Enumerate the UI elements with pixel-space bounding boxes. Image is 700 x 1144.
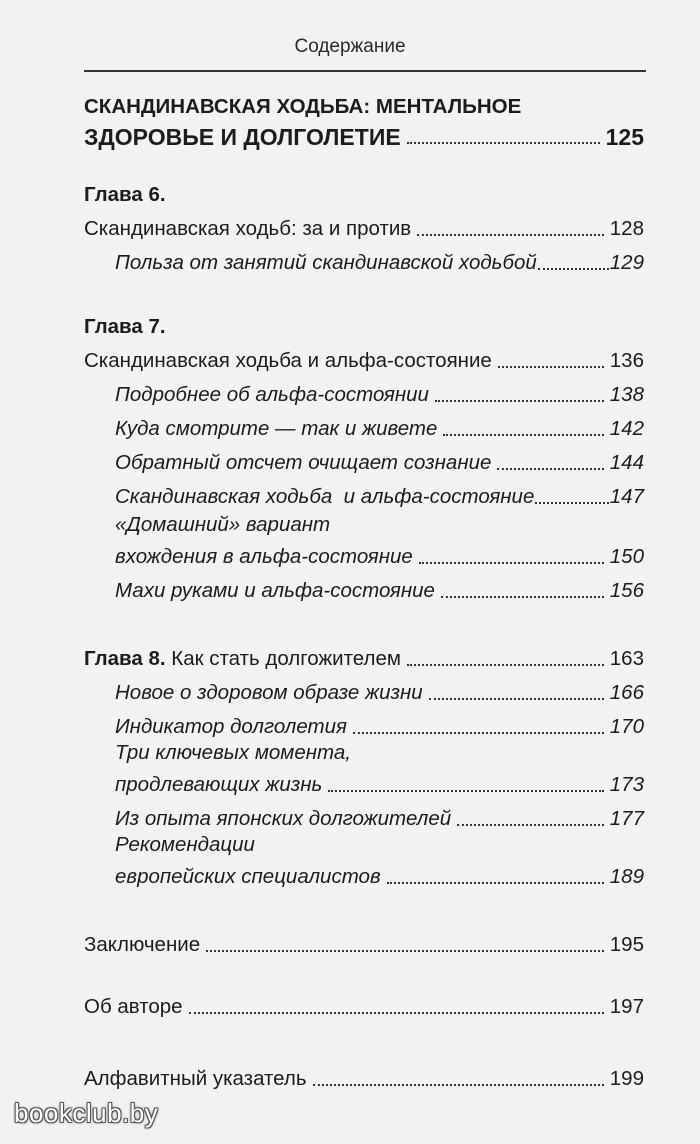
page-number: 136: [609, 349, 644, 372]
entry-title: Обратный отсчет очищает сознание: [115, 451, 492, 474]
section-title-entry: [84, 120, 644, 150]
toc-subentry: [115, 412, 644, 442]
entry-title: европейских специалистов: [115, 865, 381, 888]
entry-title: Куда смотрите — так и живете: [115, 417, 438, 440]
watermark: bookclub.by: [14, 1098, 159, 1128]
chapter-6-heading: Глава 6.: [84, 183, 166, 206]
entry-title: Скандинавская ходьба и альфа-состояние: [84, 349, 492, 372]
section-title-line1: СКАНДИНАВСКАЯ ХОДЬБА: МЕНТАЛЬНОЕ: [84, 95, 522, 118]
entry-title: Об авторе: [84, 995, 183, 1018]
toc-subentry: [115, 378, 644, 408]
page-number: 128: [609, 217, 644, 240]
leader-dots: [441, 596, 604, 598]
toc-subentry: [115, 480, 644, 510]
entry-title: Заключение: [84, 933, 201, 956]
page-number: 147: [609, 485, 644, 508]
toc-subentry: [115, 768, 644, 798]
entry-title: Индикатор долголетия: [115, 715, 347, 738]
leader-dots: [189, 1012, 604, 1014]
leader-dots: [387, 882, 604, 884]
entry-title: Подробнее об альфа-состоянии: [115, 383, 429, 406]
page-number: 156: [609, 579, 644, 602]
section-title-line2: ЗДОРОВЬЕ И ДОЛГОЛЕТИЕ: [84, 124, 401, 150]
page-number: 189: [609, 865, 644, 888]
leader-dots: [535, 502, 608, 504]
leader-dots: [313, 1084, 604, 1086]
entry-title: продлевающих жизнь: [115, 773, 323, 796]
leader-dots: [407, 142, 600, 144]
page-number: 195: [609, 933, 644, 956]
page-number: 144: [609, 451, 644, 474]
leader-dots: [429, 698, 604, 700]
toc-subentry: [115, 446, 644, 476]
toc-subentry: [115, 540, 644, 570]
leader-dots: [538, 268, 609, 270]
entry-title-line1: Три ключевых момента,: [115, 741, 351, 764]
leader-dots: [443, 434, 603, 436]
toc-subentry: [115, 676, 644, 706]
page-number: 177: [609, 807, 644, 830]
toc-entry: [84, 990, 644, 1020]
entry-title: Махи руками и альфа-состояние: [115, 579, 435, 602]
leader-dots: [328, 790, 603, 792]
leader-dots: [206, 950, 604, 952]
page-number: 129: [609, 251, 644, 274]
entry-title: Скандинавская ходьб: за и против: [84, 217, 412, 240]
entry-title: Скандинавская ходьба и альфа-состояние: [115, 485, 535, 508]
leader-dots: [419, 562, 604, 564]
page-number: 142: [609, 417, 644, 440]
toc-subentry: [115, 246, 644, 276]
header-rule: [84, 70, 646, 72]
page-number: 125: [605, 124, 644, 150]
entry-title: Польза от занятий скандинавской ходьбой: [115, 251, 537, 274]
page-number: 138: [609, 383, 644, 406]
page-number: 166: [609, 681, 644, 704]
leader-dots: [497, 468, 603, 470]
page-number: 173: [609, 773, 644, 796]
toc-entry: [84, 1062, 644, 1092]
leader-dots: [498, 366, 604, 368]
entry-title: Из опыта японских долгожителей: [115, 807, 452, 830]
page-number: 197: [609, 995, 644, 1018]
chapter-8-heading: Глава 8.: [84, 647, 166, 670]
entry-title: Новое о здоровом образе жизни: [115, 681, 423, 704]
entry-title: Как стать долгожителем: [171, 647, 401, 670]
toc-entry: [84, 642, 644, 672]
page-number: 199: [609, 1067, 644, 1090]
leader-dots: [407, 664, 604, 666]
page-number: 170: [609, 715, 644, 738]
toc-subentry: [115, 574, 644, 604]
entry-title-line1: Рекомендации: [115, 833, 255, 856]
toc-subentry: [115, 860, 644, 890]
entry-title: Алфавитный указатель: [84, 1067, 307, 1090]
leader-dots: [435, 400, 604, 402]
toc-subentry: [115, 710, 644, 740]
chapter-7-heading: Глава 7.: [84, 315, 166, 338]
leader-dots: [353, 732, 604, 734]
entry-title-line1: «Домашний» вариант: [115, 513, 331, 536]
toc-subentry: [115, 802, 644, 832]
entry-title: вхождения в альфа-состояние: [115, 545, 413, 568]
page-header: Содержание: [294, 36, 406, 57]
toc-entry: [84, 212, 644, 242]
toc-entry: [84, 928, 644, 958]
page-number: 150: [609, 545, 644, 568]
leader-dots: [417, 234, 604, 236]
toc-entry: [84, 344, 644, 374]
leader-dots: [457, 824, 604, 826]
page-number: 163: [609, 647, 644, 670]
